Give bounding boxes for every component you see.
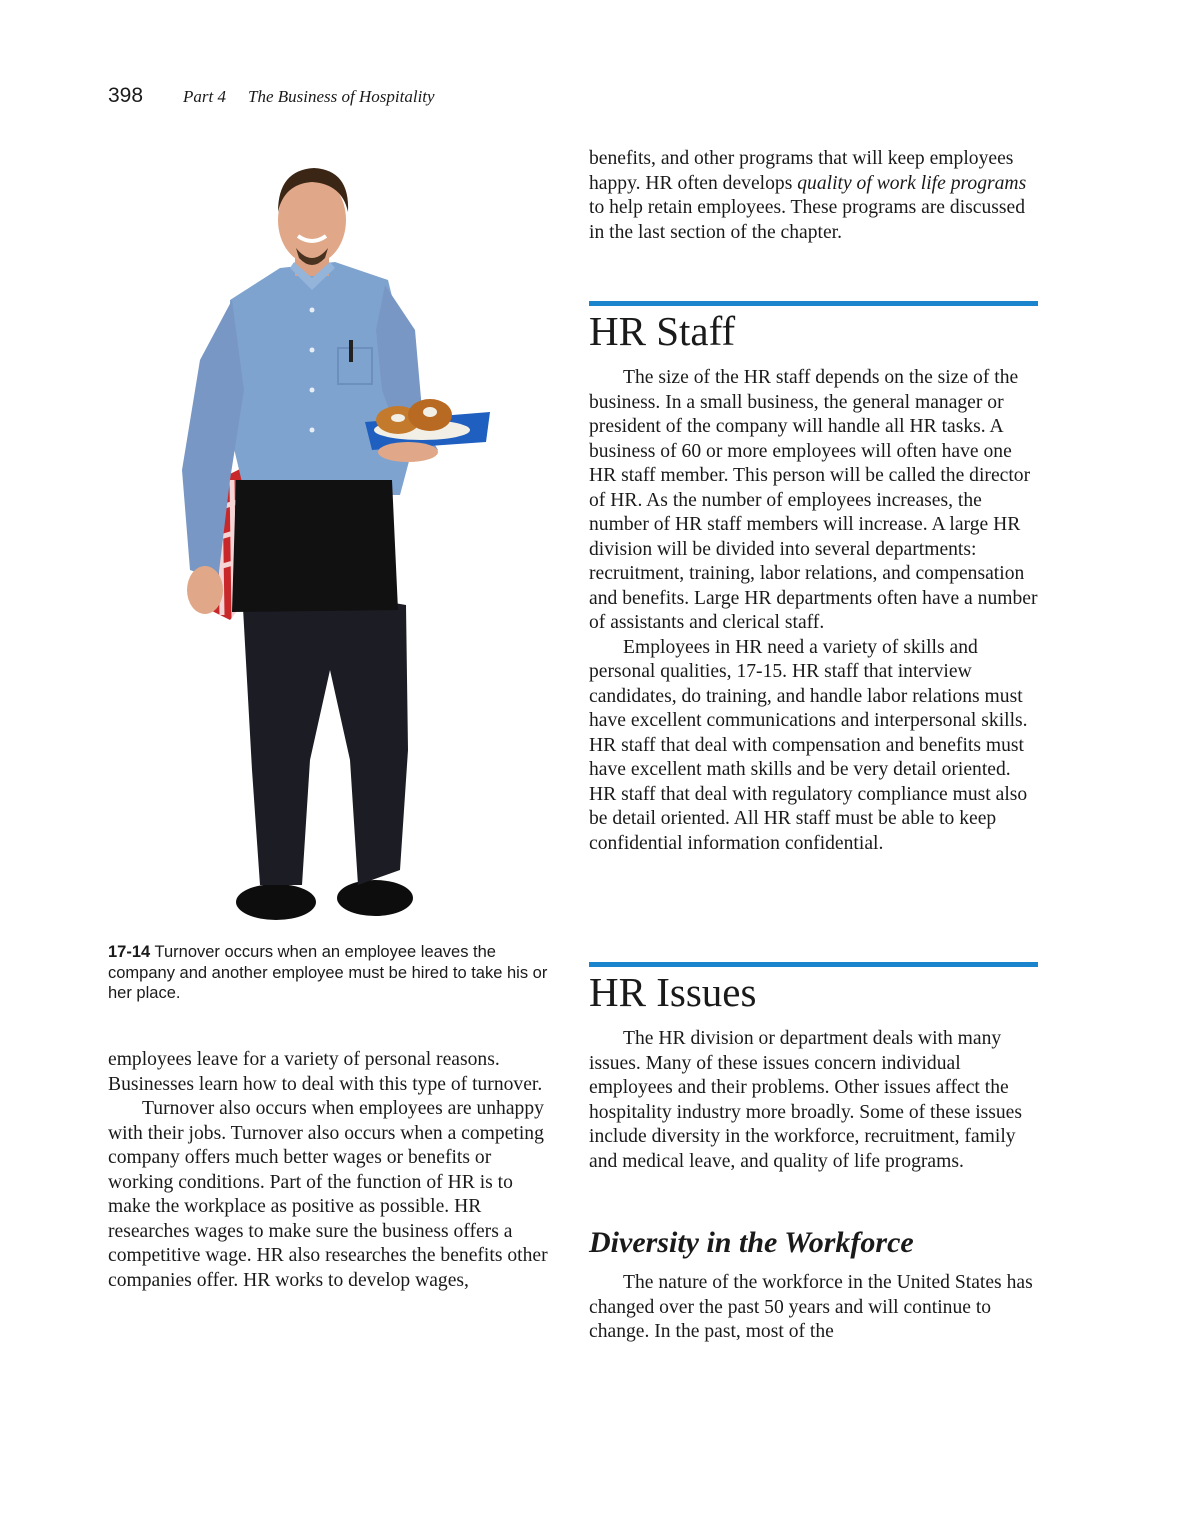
left-paragraph-2: Turnover also occurs when employees are unhappy with their jobs. Turnover also occurs when a competing company offers much better wages or benefits or working conditions. Part of the function of HR is to make the workplace as positive as possible. HR researches wages to make sure the business offers a competitive wage. HR also researches the benefits other companies offer. HR works to develop wages, (108, 1098, 548, 1291)
left-column (108, 1048, 560, 1293)
heading-diversity: Diversity in the Workforce (589, 1226, 914, 1259)
diversity-body (589, 1271, 1041, 1345)
running-head (183, 87, 435, 106)
continued-text-b: to help retain employees. These programs are discussed in the last section of the chapter. (589, 197, 1026, 243)
hr-staff-paragraph-2: Employees in HR need a variety of skills and personal qualities, 17-15. HR staff that interview candidates, do training, and handle labor relations must have excellent communications and interpersonal skills. HR staff that deal with compensation and benefits must have excellent math skills and be very detail oriented. HR staff that deal with regulatory compliance must also be detail oriented. All HR staff must be able to keep confidential information confidential. (589, 636, 1028, 854)
continued-text-a: benefits, and other programs that will keep employees happy. HR often develops (589, 148, 1014, 194)
figure-waiter-illustration (160, 150, 510, 930)
figure-caption (108, 942, 558, 1004)
hr-staff-paragraph-1: The size of the HR staff depends on the size of the business. In a small business, the general manager or president of the company will handle all HR tasks. A business of 60 or more employees will often have one HR staff member. This person will be called the director of HR. As the number of employees increases, the number of HR staff members will increase. A large HR division will be divided into several departments: recruitment, training, labor relations, and compensation and benefits. Large HR departments often have a number of assistants and clerical staff. (589, 367, 1038, 633)
hr-staff-body (589, 366, 1041, 856)
right-column-continued (589, 147, 1041, 245)
caption-label: 17-14 (108, 943, 151, 961)
left-hand (187, 566, 223, 614)
waiter-illustration (160, 150, 510, 930)
left-paragraph-1: employees leave for a variety of personal reasons. Businesses learn how to deal with this type of turnover. (108, 1049, 543, 1095)
pants (242, 590, 408, 885)
diversity-paragraph-1: The nature of the workforce in the United States has changed over the past 50 years and will continue to change. In the past, most of the (589, 1272, 1033, 1342)
running-header (108, 84, 435, 114)
part-label: Part 4 (183, 87, 227, 106)
section-rule-hr-staff (589, 301, 1038, 306)
right-hand (378, 442, 438, 462)
continued-italic-term: quality of work life programs (797, 172, 1027, 194)
right-shoe (337, 880, 413, 916)
left-shoe (236, 884, 316, 920)
hr-issues-body (589, 1027, 1041, 1174)
part-title: The Business of Hospitality (248, 87, 435, 106)
section-rule-hr-issues (589, 962, 1038, 967)
apron (232, 480, 398, 612)
caption-text: Turnover occurs when an employee leaves the company and another employee must be hired to take his or her place. (108, 943, 548, 1002)
continued-paragraph (589, 147, 1041, 245)
hr-issues-paragraph-1: The HR division or department deals with many issues. Many of these issues concern individual employees and their problems. Other issues affect the hospitality industry more broadly. Some of these issues include diversity in the workforce, recruitment, family and medical leave, and quality of life programs. (589, 1028, 1023, 1172)
heading-hr-issues: HR Issues (589, 969, 757, 1015)
heading-hr-staff: HR Staff (589, 308, 736, 354)
page-number: 398 (108, 84, 144, 107)
